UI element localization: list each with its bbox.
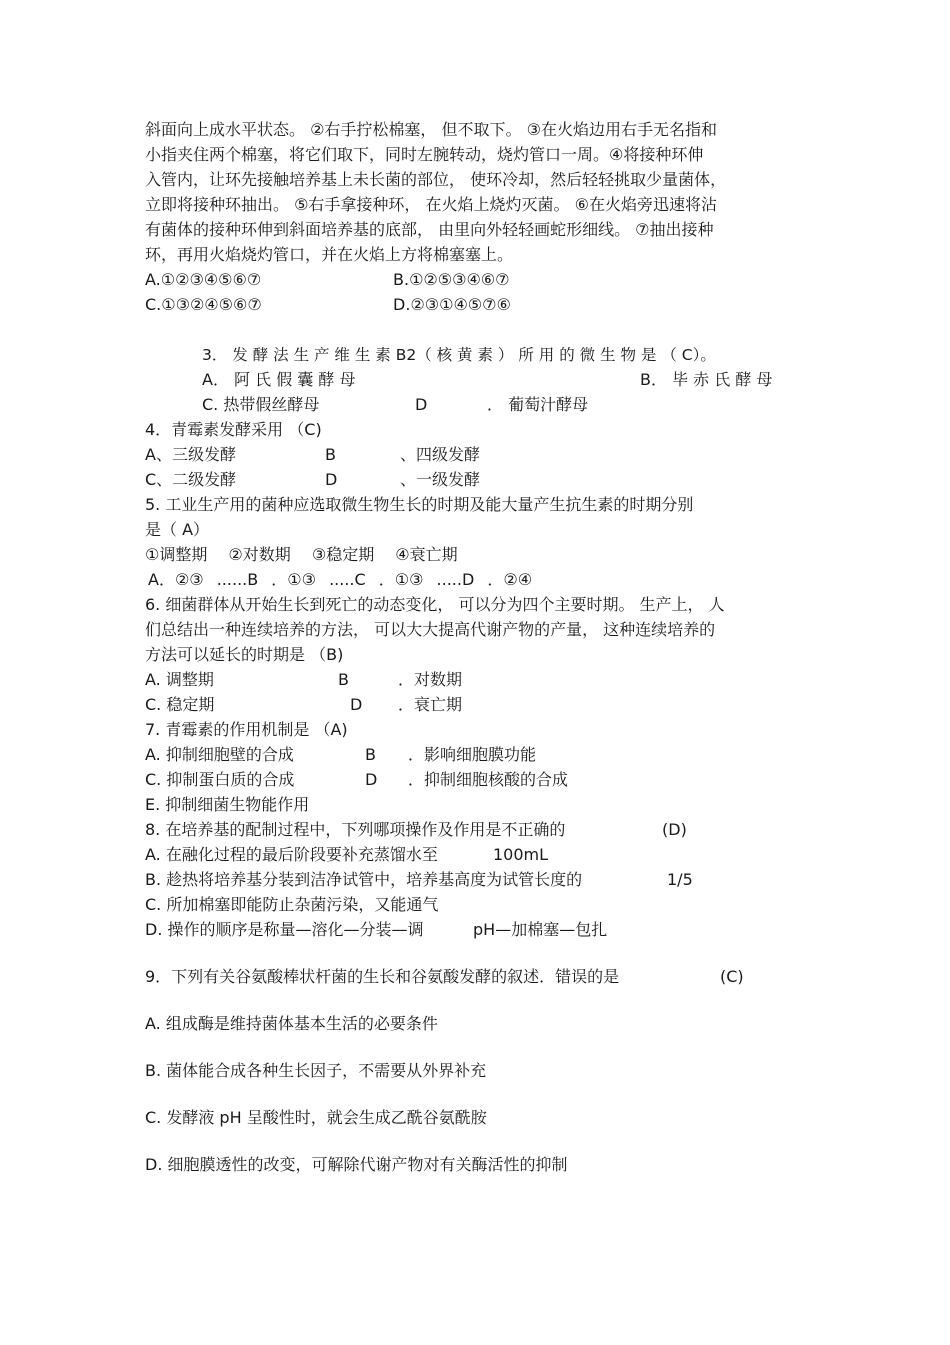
q2-line-5: 有菌体的接种环伸到斜面培养基的底部， 由里向外轻轻画蛇形细线。 ⑦抽出接种 [145,220,714,239]
q2-line-4: 立即将接种环抽出。 ⑤右手拿接种环， 在火焰上烧灼灭菌。 ⑥在火焰旁迅速将沾 [145,195,717,214]
q3-stem: 3． 发 酵 法 生 产 维 生 素 B2（ 核 黄 素 ） 所 用 的 微 生 物 是 （ C）。 [202,346,716,364]
q6-option-c: C. 稳定期 [145,695,215,714]
q8-option-a-value: 100mL [493,845,549,864]
q2-option-d: D.②③①④⑤⑦⑥ [393,295,511,314]
q6-option-b-letter: B [338,670,349,689]
q4-option-b-text: 、四级发酵 [400,445,481,464]
q9-option-a: A. 组成酶是维持菌体基本生活的必要条件 [145,1014,438,1033]
q7-option-b-letter: B [365,745,376,764]
q8-option-d: D. 操作的顺序是称量—溶化—分装—调 [145,920,424,939]
q3-option-a: A． 阿 氏 假 囊 酵 母 [202,370,356,389]
q6-stem-line-2: 们总结出一种连续培养的方法， 可以大大提高代谢产物的产量， 这种连续培养的 [145,620,716,639]
q6-option-a: A. 调整期 [145,670,214,689]
q9-option-c: C. 发酵液 pH 呈酸性时，就会生成乙酰谷氨酰胺 [145,1108,487,1127]
q4-stem: 4．青霉素发酵采用 （C) [145,420,322,439]
q5-options: A．②③ ......B ．①③ .....C ．①③ .....D ．②④ [148,570,533,589]
q4-option-d-letter: D [325,470,338,489]
q9-option-d: D. 细胞膜透性的改变，可解除代谢产物对有关酶活性的抑制 [145,1155,568,1174]
q7-option-d-text: ．抑制细胞核酸的合成 [408,770,569,789]
q2-option-b: B.①②⑤③④⑥⑦ [393,270,510,289]
q4-option-d-text: 、一级发酵 [400,470,481,489]
q7-option-b-text: ．影响细胞膜功能 [408,745,537,764]
q2-option-a: A.①②③④⑤⑥⑦ [145,270,262,289]
q5-stem-line-2: 是（ A） [145,520,210,539]
q8-option-b: B. 趁热将培养基分装到洁净试管中，培养基高度为试管长度的 [145,870,583,889]
q5-stem-line-1: 5. 工业生产用的菌种应选取微生物生长的时期及能大量产生抗生素的时期分别 [145,495,694,514]
q7-stem: 7. 青霉素的作用机制是 （A) [145,720,348,739]
q3-option-d-text: ． 葡萄汁酵母 [487,395,589,414]
q2-line-6: 环，再用火焰烧灼管口，并在火焰上方将棉塞塞上。 [145,245,514,264]
q3-option-c: C. 热带假丝酵母 [202,395,320,414]
q2-line-1: 斜面向上成水平状态。 ②右手拧松棉塞， 但不取下。 ③在火焰边用右手无名指和 [145,120,717,139]
q2-line-3: 入管内，让环先接触培养基上未长菌的部位， 使环冷却，然后轻轻挑取少量菌体， [145,170,727,189]
q5-periods: ①调整期 ②对数期 ③稳定期 ④衰亡期 [145,545,458,564]
q3-option-b: B． 毕 赤 氏 酵 母 [640,370,773,389]
q6-stem-line-1: 6. 细菌群体从开始生长到死亡的动态变化， 可以分为四个主要时期。 生产上， 人 [145,595,725,614]
q7-option-e: E. 抑制细菌生物能作用 [145,795,310,814]
q8-stem: 8. 在培养基的配制过程中，下列哪项操作及作用是不正确的 [145,820,566,839]
q7-option-d-letter: D [365,770,378,789]
q6-option-b-text: ．对数期 [398,670,463,689]
q8-option-a: A. 在融化过程的最后阶段要补充蒸馏水至 [145,845,438,864]
q9-stem: 9．下列有关谷氨酸棒状杆菌的生长和谷氨酸发酵的叙述．错误的是 [145,967,620,986]
q3-option-d-letter: D [415,395,428,414]
q6-stem-line-3: 方法可以延长的时期是 （B) [145,645,344,664]
q8-answer: (D) [662,820,687,839]
q8-option-b-value: 1/5 [667,870,693,889]
q8-option-c: C. 所加棉塞即能防止杂菌污染，又能通气 [145,895,439,914]
q7-option-a: A. 抑制细胞壁的合成 [145,745,294,764]
q8-option-d-value: pH—加棉塞—包扎 [473,920,608,939]
q6-option-d-letter: D [350,695,363,714]
q2-option-c: C.①③②④⑤⑥⑦ [145,295,262,314]
q6-option-d-text: ．衰亡期 [398,695,463,714]
q9-answer: (C) [720,967,744,986]
q4-option-a: A、三级发酵 [145,445,236,464]
q2-line-2: 小指夹住两个棉塞，将它们取下，同时左腕转动，烧灼管口一周。④将接种环伸 [145,145,704,164]
q4-option-b-letter: B [325,445,336,464]
q7-option-c: C. 抑制蛋白质的合成 [145,770,295,789]
q9-option-b: B. 菌体能合成各种生长因子，不需要从外界补充 [145,1061,487,1080]
q4-option-c: C、二级发酵 [145,470,237,489]
